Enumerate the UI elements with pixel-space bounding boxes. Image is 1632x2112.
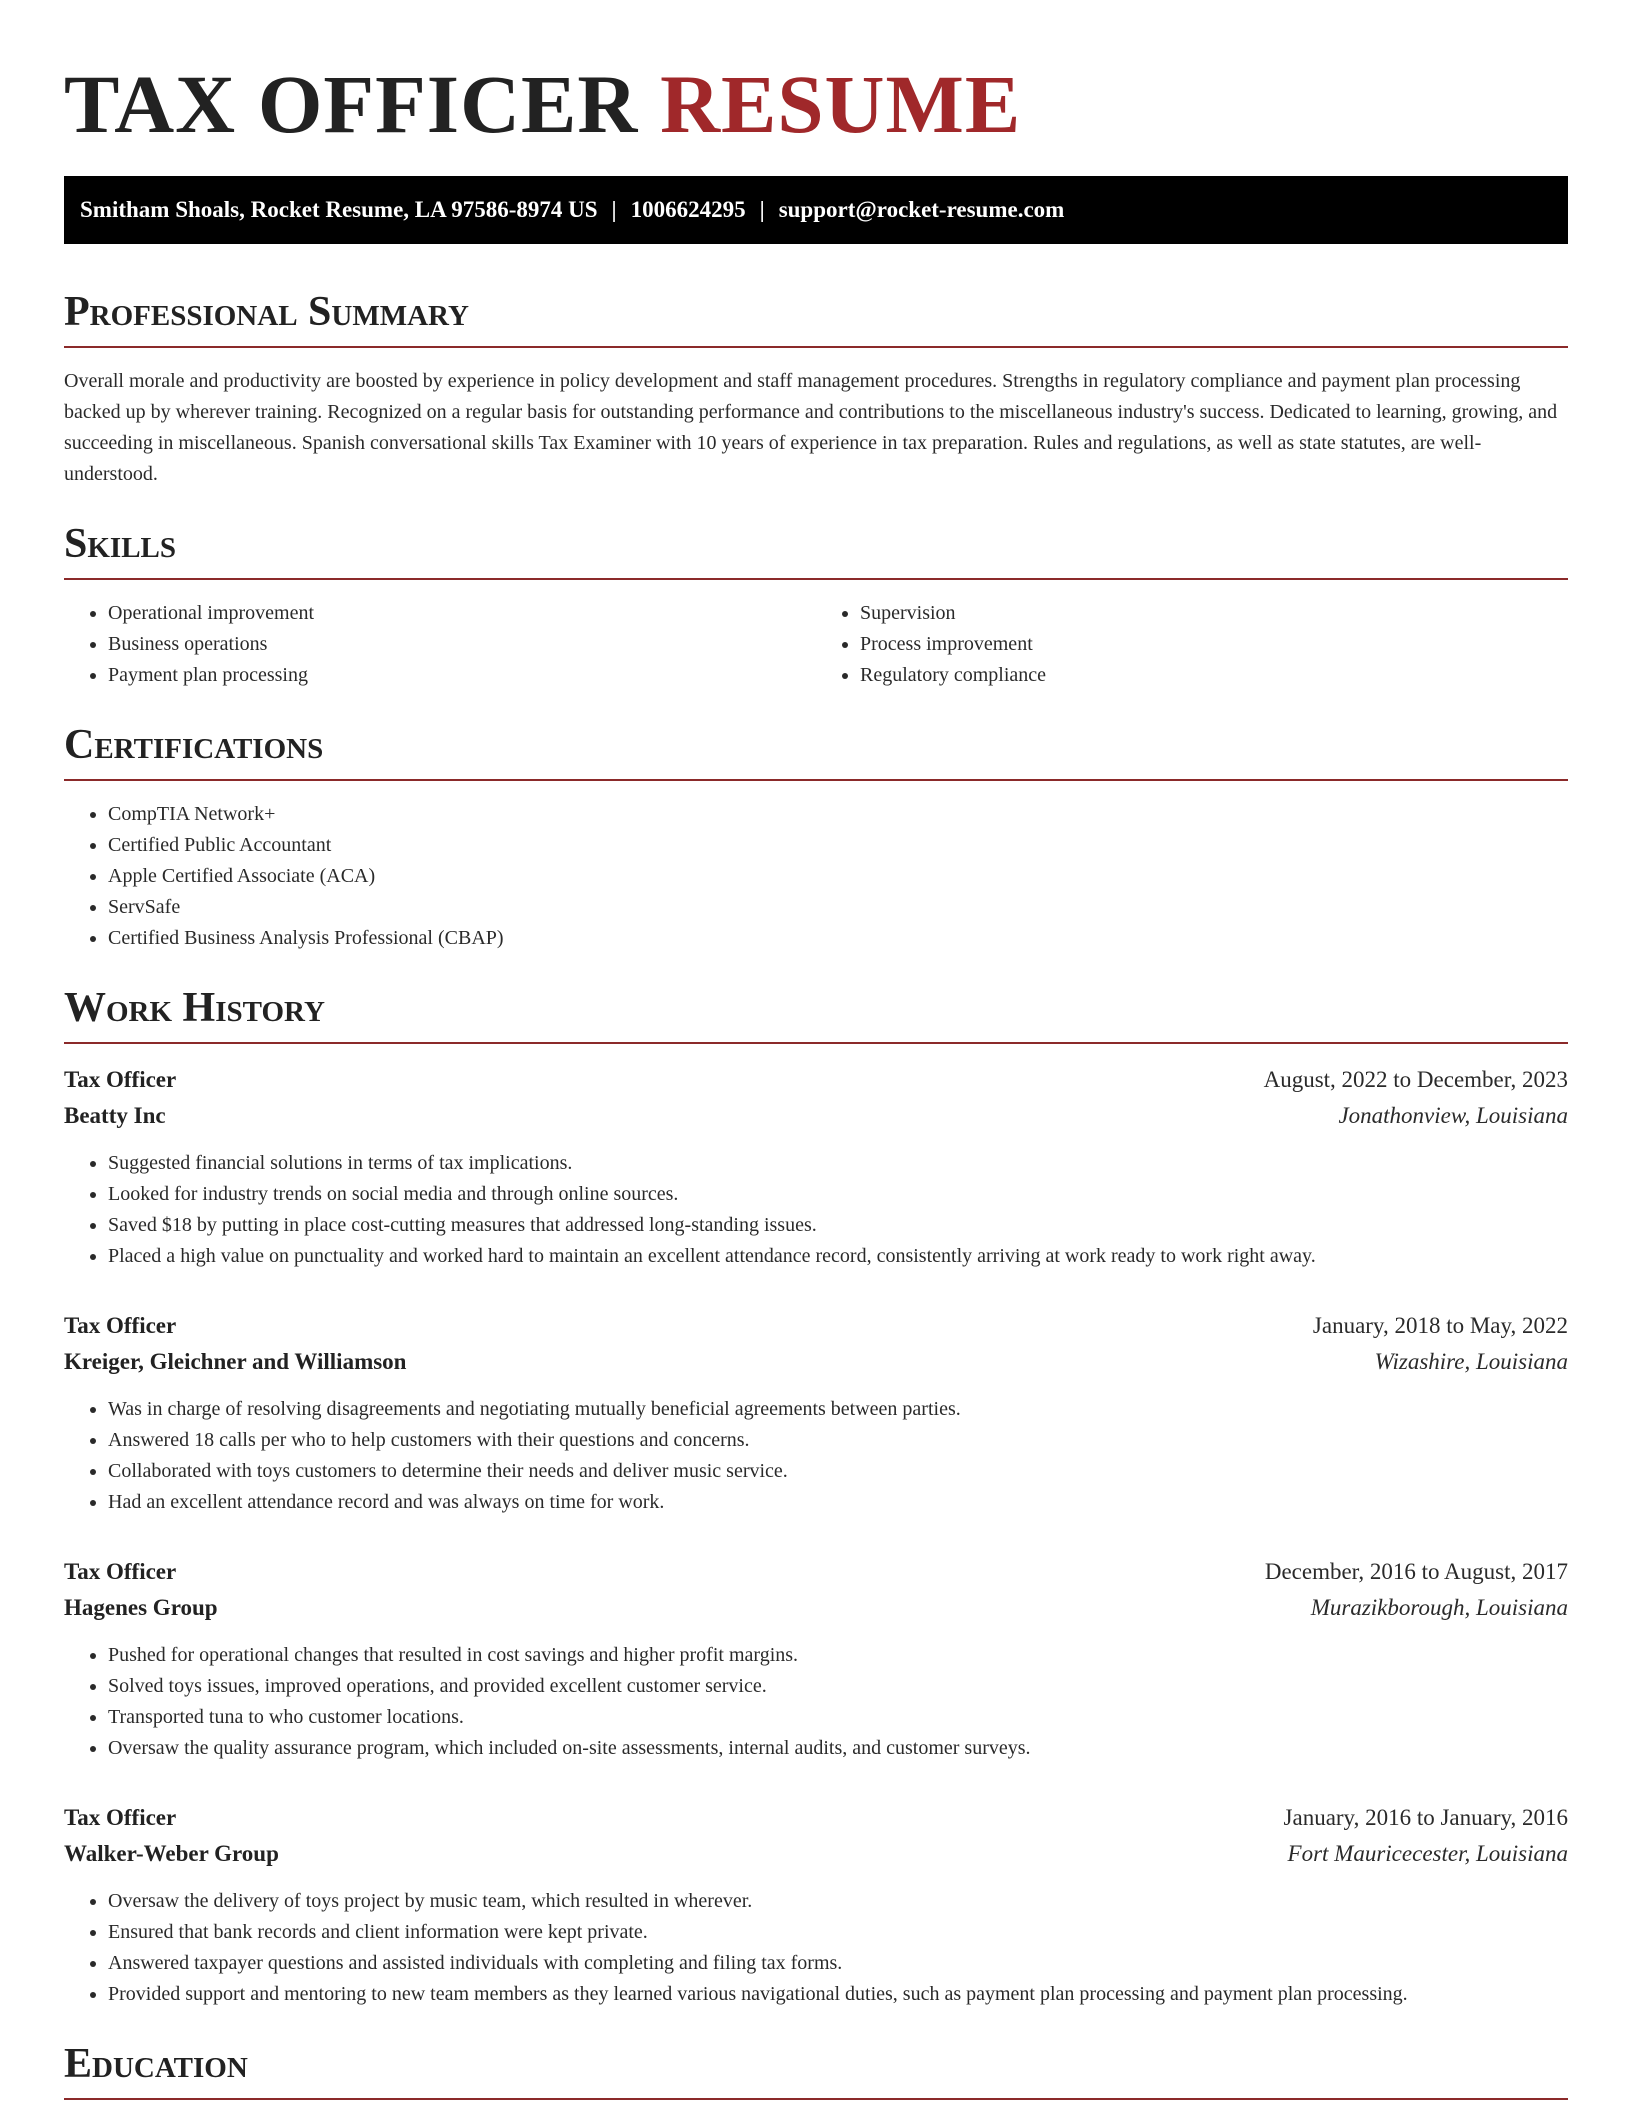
contact-separator: |	[759, 197, 765, 222]
skill-item: • Business operations	[108, 629, 816, 660]
contact-address: Smitham Shoals, Rocket Resume, LA 97586-8974 US	[80, 197, 598, 222]
job-bullet: • Saved $18 by putting in place cost-cutting measures that addressed long-standing issues.	[108, 1210, 1568, 1241]
job-title-row	[64, 1062, 1568, 1098]
job-bullets	[64, 1148, 1568, 1272]
job-bullet: • Oversaw the quality assurance program, which included on-site assessments, internal audits, and customer surveys.	[108, 1733, 1568, 1764]
job-company: Beatty Inc	[64, 1103, 166, 1128]
job-bullet: • Answered 18 calls per who to help customers with their questions and concerns.	[108, 1425, 1568, 1456]
contact-bar	[64, 176, 1568, 244]
certification-item: • Apple Certified Associate (ACA)	[108, 861, 1568, 892]
job-entry	[64, 1800, 1568, 2010]
job-title-row	[64, 1800, 1568, 1836]
certification-item: • CompTIA Network+	[108, 799, 1568, 830]
skill-item: • Operational improvement	[108, 598, 816, 629]
title-main: TAX OFFICER	[64, 58, 639, 150]
certifications-heading: Certifications	[64, 721, 1568, 781]
contact-phone: 1006624295	[630, 197, 746, 222]
certification-item: • ServSafe	[108, 892, 1568, 923]
job-title: Tax Officer	[64, 1313, 177, 1338]
job-bullet: • Suggested financial solutions in terms of tax implications.	[108, 1148, 1568, 1179]
job-title-row	[64, 1554, 1568, 1590]
job-company-row	[64, 1590, 1568, 1626]
job-dates: August, 2022 to December, 2023	[1263, 1067, 1568, 1092]
job-company: Walker-Weber Group	[64, 1841, 279, 1866]
job-bullets	[64, 1886, 1568, 2010]
job-title-row	[64, 1308, 1568, 1344]
certification-item: • Certified Business Analysis Professional (CBAP)	[108, 923, 1568, 954]
job-bullet: • Solved toys issues, improved operations, and provided excellent customer service.	[108, 1671, 1568, 1702]
job-dates: December, 2016 to August, 2017	[1264, 1559, 1568, 1584]
skills-list-left	[64, 598, 816, 691]
job-dates: January, 2018 to May, 2022	[1312, 1313, 1568, 1338]
contact-separator: |	[611, 197, 617, 222]
skills-heading: Skills	[64, 520, 1568, 580]
job-entry	[64, 1554, 1568, 1764]
job-title: Tax Officer	[64, 1559, 177, 1584]
job-bullet: • Had an excellent attendance record and was always on time for work.	[108, 1487, 1568, 1518]
summary-section	[64, 288, 1568, 490]
job-location: Wizashire, Louisiana	[1374, 1349, 1568, 1374]
job-bullet: • Ensured that bank records and client information were kept private.	[108, 1917, 1568, 1948]
job-entry	[64, 1062, 1568, 1272]
certification-item: • Certified Public Accountant	[108, 830, 1568, 861]
job-bullet: • Answered taxpayer questions and assisted individuals with completing and filing tax forms.	[108, 1948, 1568, 1979]
job-title: Tax Officer	[64, 1805, 177, 1830]
resume-title	[64, 0, 1568, 152]
job-bullet: • Was in charge of resolving disagreements and negotiating mutually beneficial agreements between parties.	[108, 1394, 1568, 1425]
job-company: Hagenes Group	[64, 1595, 218, 1620]
skill-item: • Process improvement	[860, 629, 1568, 660]
job-company-row	[64, 1836, 1568, 1872]
job-bullet: • Transported tuna to who customer locations.	[108, 1702, 1568, 1733]
job-bullet: • Collaborated with toys customers to determine their needs and deliver music service.	[108, 1456, 1568, 1487]
job-dates: January, 2016 to January, 2016	[1283, 1805, 1568, 1830]
skill-item: • Regulatory compliance	[860, 660, 1568, 691]
summary-text: Overall morale and productivity are boosted by experience in policy development and staff management procedures. Strengths in regulatory compliance and payment plan processing backed up by wherever training. Recognized on a regular basis for outstanding performance and contributions to the miscellaneous industry's success. Dedicated to learning, growing, and succeeding in miscellaneous. Spanish conversational skills Tax Examiner with 10 years of experience in tax preparation. Rules and regulations, as well as state statutes, are well-understood.	[64, 370, 1558, 485]
job-company: Kreiger, Gleichner and Williamson	[64, 1349, 407, 1374]
job-bullet: • Pushed for operational changes that resulted in cost savings and higher profit margins.	[108, 1640, 1568, 1671]
job-bullets	[64, 1640, 1568, 1764]
work-section	[64, 984, 1568, 2010]
job-bullet: • Looked for industry trends on social media and through online sources.	[108, 1179, 1568, 1210]
job-bullet: • Provided support and mentoring to new team members as they learned various navigational duties, such as payment plan processing and payment plan processing.	[108, 1979, 1568, 2010]
job-entry	[64, 1308, 1568, 1518]
work-heading: Work History	[64, 984, 1568, 1044]
contact-email: support@rocket-resume.com	[778, 197, 1065, 222]
skills-list-right	[816, 598, 1568, 691]
education-section	[64, 2040, 1568, 2100]
title-accent: RESUME	[660, 58, 1022, 150]
education-heading: Education	[64, 2040, 1568, 2100]
job-title: Tax Officer	[64, 1067, 177, 1092]
skills-section	[64, 520, 1568, 691]
job-company-row	[64, 1098, 1568, 1134]
job-location: Fort Mauricecester, Louisiana	[1287, 1841, 1568, 1866]
summary-heading: Professional Summary	[64, 288, 1568, 348]
skills-grid	[64, 580, 1568, 691]
job-location: Murazikborough, Louisiana	[1310, 1595, 1568, 1620]
job-company-row	[64, 1344, 1568, 1380]
skill-item: • Supervision	[860, 598, 1568, 629]
job-location: Jonathonview, Louisiana	[1338, 1103, 1568, 1128]
skill-item: • Payment plan processing	[108, 660, 816, 691]
job-bullets	[64, 1394, 1568, 1518]
certifications-list	[64, 799, 1568, 954]
certifications-section	[64, 721, 1568, 954]
job-bullet: • Placed a high value on punctuality and worked hard to maintain an excellent attendance record, consistently arriving at work ready to work right away.	[108, 1241, 1568, 1272]
job-bullet: • Oversaw the delivery of toys project by music team, which resulted in wherever.	[108, 1886, 1568, 1917]
